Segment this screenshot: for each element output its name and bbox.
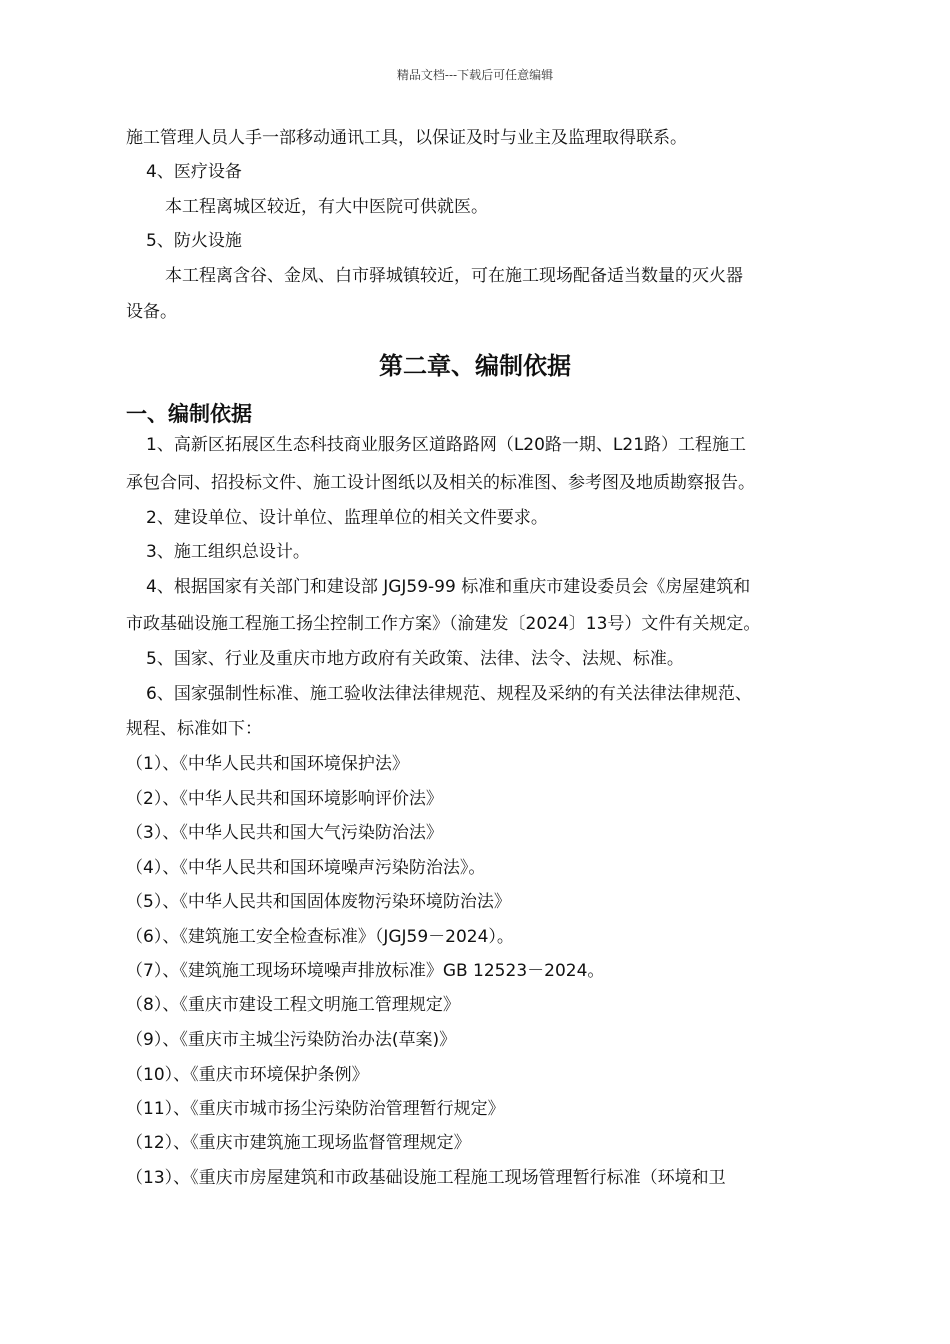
standard-item: （10）、《重庆市环境保护条例》	[126, 1065, 369, 1085]
paragraph-line: 施工管理人员人手一部移动通讯工具，以保证及时与业主及监理取得联系。	[126, 128, 687, 148]
body-line: 4、根据国家有关部门和建设部 JGJ59-99 标准和重庆市建设委员会《房屋建筑和	[146, 577, 751, 597]
standard-item: （4）、《中华人民共和国环境噪声污染防治法》。	[126, 858, 486, 878]
paragraph-line: 本工程离含谷、金凤、白市驿城镇较近，可在施工现场配备适当数量的灭火器	[165, 266, 743, 286]
list-heading: 5、防火设施	[146, 231, 242, 251]
body-line: 3、施工组织总设计。	[146, 542, 310, 562]
standard-item: （5）、《中华人民共和国固体废物污染环境防治法》	[126, 892, 511, 912]
body-line: 承包合同、招投标文件、施工设计图纸以及相关的标准图、参考图及地质勘察报告。	[126, 473, 755, 493]
body-line: 市政基础设施工程施工扬尘控制工作方案》（渝建发〔2024〕13号）文件有关规定。	[126, 614, 761, 634]
body-line: 规程、标准如下：	[126, 719, 262, 739]
body-line: 6、国家强制性标准、施工验收法律法律规范、规程及采纳的有关法律法律规范、	[146, 684, 752, 704]
standard-item: （2）、《中华人民共和国环境影响评价法》	[126, 789, 443, 809]
paragraph-line: 本工程离城区较近，有大中医院可供就医。	[165, 197, 488, 217]
chapter-title: 第二章、编制依据	[379, 352, 571, 380]
page-header: 精品文档---下载后可任意编辑	[396, 68, 554, 82]
standard-item: （1）、《中华人民共和国环境保护法》	[126, 754, 409, 774]
standard-item: （7）、《建筑施工现场环境噪声排放标准》GB 12523－2024。	[126, 961, 605, 981]
body-line: 5、国家、行业及重庆市地方政府有关政策、法律、法令、法规、标准。	[146, 649, 684, 669]
standard-item: （6）、《建筑施工安全检查标准》（JGJ59－2024）。	[126, 927, 514, 947]
section-title: 一、编制依据	[126, 402, 252, 426]
standard-item: （8）、《重庆市建设工程文明施工管理规定》	[126, 995, 460, 1015]
standard-item: （12）、《重庆市建筑施工现场监督管理规定》	[126, 1133, 471, 1153]
body-line: 1、高新区拓展区生态科技商业服务区道路路网（L20路一期、L21路）工程施工	[146, 435, 747, 455]
standard-item: （9）、《重庆市主城尘污染防治办法(草案)》	[126, 1030, 457, 1050]
list-heading: 4、医疗设备	[146, 162, 242, 182]
standard-item: （13）、《重庆市房屋建筑和市政基础设施工程施工现场管理暂行标准（环境和卫	[126, 1168, 726, 1188]
body-line: 2、建设单位、设计单位、监理单位的相关文件要求。	[146, 508, 548, 528]
standard-item: （3）、《中华人民共和国大气污染防治法》	[126, 823, 443, 843]
paragraph-line: 设备。	[126, 302, 177, 322]
standard-item: （11）、《重庆市城市扬尘污染防治管理暂行规定》	[126, 1099, 505, 1119]
